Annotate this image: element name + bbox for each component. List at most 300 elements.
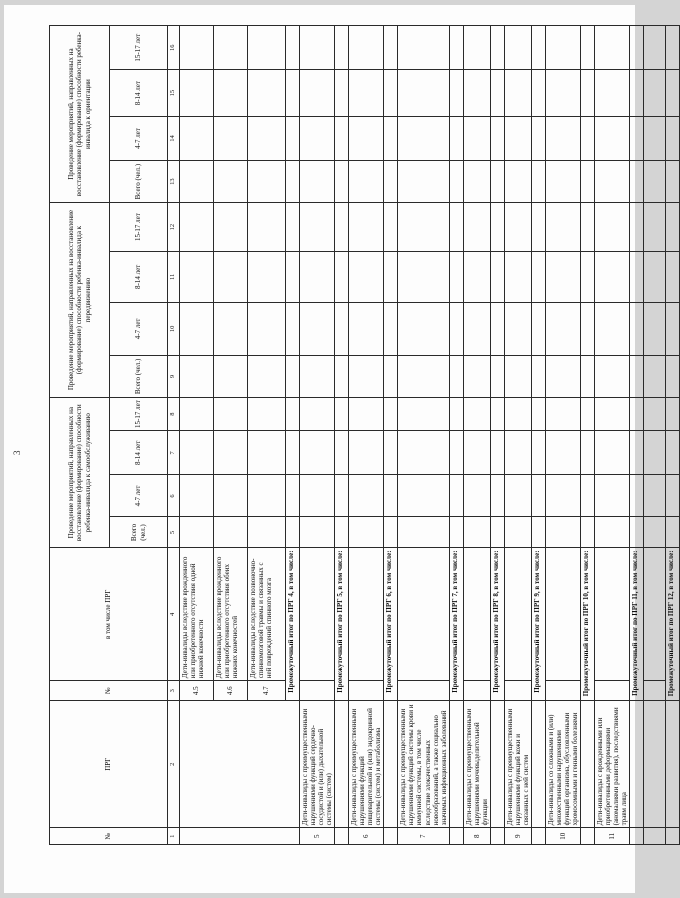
empty-cell: [490, 116, 504, 160]
empty-cell: [349, 251, 384, 302]
table-row: [545, 26, 580, 845]
empty-cell: [286, 116, 300, 160]
col-number: 14: [168, 116, 180, 160]
empty-cell: [463, 548, 490, 681]
subtotal-label: Промежуточный итог по ПРГ 6, в том числе:: [384, 548, 398, 701]
empty-cell: [398, 548, 449, 681]
empty-cell: [666, 397, 680, 430]
empty-cell: [504, 116, 531, 160]
empty-cell: [248, 70, 286, 116]
subtotal-label: Промежуточный итог по ПРГ 8, в том числе:: [490, 548, 504, 701]
empty-cell: [490, 517, 504, 548]
empty-cell: [630, 397, 644, 430]
empty-cell: [490, 251, 504, 302]
empty-cell: [595, 681, 630, 701]
empty-cell: [349, 302, 384, 355]
empty-cell: [666, 70, 680, 116]
col-number: 3: [168, 681, 180, 701]
empty-cell: [581, 203, 595, 252]
empty-cell: [398, 161, 449, 203]
header-group-orientation: Проведение мероприятий, направленных на восстановление (формирование) способности ребенка-инвалида к ориентации: [50, 26, 110, 203]
empty-cell: [595, 302, 630, 355]
empty-cell: [504, 681, 531, 701]
col-number: 10: [168, 302, 180, 355]
empty-cell: [504, 26, 531, 70]
empty-cell: [300, 431, 335, 475]
empty-cell: [248, 302, 286, 355]
header-age-4-7: 4-7 лет: [110, 475, 168, 517]
empty-cell: [595, 475, 630, 517]
empty-cell: [531, 70, 545, 116]
header-row-groups: [50, 26, 110, 845]
subtotal-row: [449, 26, 463, 845]
empty-cell: [666, 161, 680, 203]
empty-cell: [384, 355, 398, 397]
empty-cell: [248, 397, 286, 430]
empty-cell: [666, 828, 680, 845]
empty-cell: [384, 302, 398, 355]
empty-cell: [449, 355, 463, 397]
empty-cell: [581, 251, 595, 302]
empty-cell: [248, 116, 286, 160]
empty-cell: [180, 431, 214, 475]
empty-cell: [349, 355, 384, 397]
empty-cell: [504, 251, 531, 302]
header-prg: ПРГ: [50, 701, 168, 828]
empty-cell: [545, 26, 580, 70]
row-description: Дети-инвалиды с преимущественными нарушениями функций кожи и связанных с ней систем: [504, 701, 531, 828]
empty-cell: [490, 161, 504, 203]
empty-cell: [463, 26, 490, 70]
empty-cell: [300, 302, 335, 355]
empty-cell: [644, 397, 666, 430]
empty-cell: [644, 431, 666, 475]
empty-cell: [300, 251, 335, 302]
empty-cell: [335, 70, 349, 116]
table-row: [463, 26, 490, 845]
empty-cell: [349, 397, 384, 430]
empty-cell: [531, 517, 545, 548]
empty-cell: [504, 475, 531, 517]
empty-cell: [581, 161, 595, 203]
empty-cell: [490, 203, 504, 252]
empty-cell: [286, 302, 300, 355]
empty-cell: [349, 70, 384, 116]
empty-cell: [644, 475, 666, 517]
empty-cell: [349, 203, 384, 252]
empty-cell: [335, 517, 349, 548]
empty-cell: [248, 251, 286, 302]
empty-cell: [531, 203, 545, 252]
empty-cell: [384, 517, 398, 548]
empty-cell: [531, 355, 545, 397]
empty-cell: [398, 251, 449, 302]
empty-cell: [531, 701, 545, 828]
empty-cell: [595, 251, 630, 302]
empty-cell: [581, 116, 595, 160]
empty-cell: [630, 116, 644, 160]
subtotal-label: Промежуточный итог по ПРГ 9, в том числе:: [531, 548, 545, 701]
table-row: [644, 26, 666, 845]
empty-cell: [545, 397, 580, 430]
empty-cell: [180, 251, 214, 302]
empty-cell: [248, 475, 286, 517]
empty-cell: [531, 116, 545, 160]
empty-cell: [180, 517, 214, 548]
empty-cell: [449, 26, 463, 70]
empty-cell: [286, 355, 300, 397]
empty-cell: [630, 431, 644, 475]
empty-cell: [449, 251, 463, 302]
empty-cell: [300, 548, 335, 681]
row-number: 5: [300, 828, 335, 845]
header-n: №: [50, 828, 168, 845]
empty-cell: [180, 116, 214, 160]
empty-cell: [463, 397, 490, 430]
row-description: Дети-инвалиды вследствие врожденного или приобретенного отсутствия обеих нижних конечностей: [214, 548, 248, 681]
empty-cell: [300, 70, 335, 116]
empty-cell: [398, 397, 449, 430]
empty-cell: [463, 517, 490, 548]
empty-cell: [630, 701, 644, 828]
empty-cell: [644, 517, 666, 548]
empty-cell: [490, 355, 504, 397]
empty-cell: [248, 355, 286, 397]
empty-cell: [335, 475, 349, 517]
empty-cell: [581, 302, 595, 355]
subtotal-label: Промежуточный итог по ПРГ 4, в том числе:: [286, 548, 300, 701]
empty-cell: [449, 116, 463, 160]
empty-cell: [531, 251, 545, 302]
empty-cell: [630, 161, 644, 203]
table-row: [595, 26, 630, 845]
empty-cell: [248, 26, 286, 70]
empty-cell: [300, 161, 335, 203]
empty-cell: [463, 355, 490, 397]
empty-cell: [248, 431, 286, 475]
col-number: 6: [168, 475, 180, 517]
empty-cell: [644, 355, 666, 397]
empty-cell: [214, 203, 248, 252]
subtotal-row: [581, 26, 595, 845]
empty-cell: [463, 475, 490, 517]
empty-cell: [384, 70, 398, 116]
page-number: 3: [12, 450, 22, 455]
subtotal-label: Промежуточный итог по ПРГ 11, в том числе:: [630, 548, 644, 701]
empty-cell: [545, 475, 580, 517]
row-number: 4.7: [248, 681, 286, 701]
empty-cell: [630, 828, 644, 845]
empty-cell: [531, 26, 545, 70]
empty-cell: [504, 203, 531, 252]
col-number: 8: [168, 397, 180, 430]
empty-cell: [449, 475, 463, 517]
empty-cell: [595, 431, 630, 475]
col-number: 5: [168, 517, 180, 548]
empty-cell: [384, 828, 398, 845]
empty-cell: [581, 70, 595, 116]
empty-cell: [398, 203, 449, 252]
empty-cell: [666, 517, 680, 548]
empty-cell: [335, 116, 349, 160]
col-number: 9: [168, 355, 180, 397]
empty-cell: [286, 161, 300, 203]
header-age-8-14: 8-14 лет: [110, 70, 168, 116]
empty-cell: [300, 681, 335, 701]
empty-cell: [595, 70, 630, 116]
subtotal-row: [666, 26, 680, 845]
empty-cell: [180, 355, 214, 397]
empty-cell: [644, 548, 666, 681]
empty-cell: [644, 828, 666, 845]
table-row: [398, 26, 449, 845]
empty-cell: [214, 475, 248, 517]
empty-cell: [666, 302, 680, 355]
empty-cell: [248, 203, 286, 252]
row-number: 4.5: [180, 681, 214, 701]
empty-cell: [384, 431, 398, 475]
header-age-15-17: 15-17 лет: [110, 203, 168, 252]
header-age-8-14: 8-14 лет: [110, 431, 168, 475]
empty-cell: [335, 203, 349, 252]
empty-cell: [449, 302, 463, 355]
empty-cell: [398, 70, 449, 116]
empty-cell: [581, 431, 595, 475]
empty-cell: [490, 397, 504, 430]
empty-cell: [581, 26, 595, 70]
empty-cell: [531, 397, 545, 430]
header-age-15-17: 15-17 лет: [110, 397, 168, 430]
empty-cell: [286, 475, 300, 517]
column-number-row: [168, 26, 180, 845]
empty-cell: [490, 475, 504, 517]
empty-cell: [531, 431, 545, 475]
empty-cell: [630, 355, 644, 397]
empty-cell: [545, 203, 580, 252]
empty-cell: [300, 517, 335, 548]
table-row: [504, 26, 531, 845]
empty-cell: [300, 355, 335, 397]
header-age-8-14: 8-14 лет: [110, 251, 168, 302]
subtotal-row: [531, 26, 545, 845]
empty-cell: [630, 26, 644, 70]
empty-cell: [214, 355, 248, 397]
row-description: Дети-инвалиды с преимущественными нарушениями функций сердечно-сосудистой и (или) дыхательной системы (систем): [300, 701, 335, 828]
empty-cell: [214, 116, 248, 160]
empty-cell: [349, 517, 384, 548]
header-group-movement: Проведение мероприятий, направленных на восстановление (формирование) способности ребенка-инвалида к передвижению: [50, 203, 110, 398]
empty-cell: [384, 701, 398, 828]
header-desc: в том числе ПРГ: [50, 548, 168, 681]
header-age-4-7: 4-7 лет: [110, 116, 168, 160]
empty-cell: [398, 355, 449, 397]
empty-cell: [581, 397, 595, 430]
empty-cell: [666, 26, 680, 70]
cell: [180, 828, 300, 845]
empty-cell: [581, 828, 595, 845]
empty-cell: [463, 681, 490, 701]
empty-cell: [214, 397, 248, 430]
empty-cell: [449, 517, 463, 548]
empty-cell: [545, 431, 580, 475]
scanned-page: [4, 5, 676, 893]
empty-cell: [335, 701, 349, 828]
col-number: 16: [168, 26, 180, 70]
row-number: 6: [349, 828, 384, 845]
empty-cell: [398, 26, 449, 70]
empty-cell: [581, 355, 595, 397]
empty-cell: [490, 70, 504, 116]
empty-cell: [545, 517, 580, 548]
empty-cell: [666, 203, 680, 252]
empty-cell: [286, 26, 300, 70]
empty-cell: [214, 70, 248, 116]
empty-cell: [398, 475, 449, 517]
empty-cell: [300, 203, 335, 252]
col-number: 12: [168, 203, 180, 252]
empty-cell: [398, 517, 449, 548]
row-description: Дети-инвалиды с преимущественными нарушениями функций системы крови и иммунной системы, в том числе вследствие злокачественных новообразований, а также социально значимых инфекционных заболеваний: [398, 701, 449, 828]
empty-cell: [630, 302, 644, 355]
empty-cell: [286, 431, 300, 475]
subtotal-row: [384, 26, 398, 845]
subtotal-label: Промежуточный итог по ПРГ 10, в том числе:: [581, 548, 595, 701]
empty-cell: [335, 397, 349, 430]
empty-cell: [644, 26, 666, 70]
empty-cell: [463, 161, 490, 203]
empty-cell: [286, 251, 300, 302]
empty-cell: [490, 828, 504, 845]
empty-cell: [214, 26, 248, 70]
empty-cell: [644, 70, 666, 116]
empty-cell: [630, 517, 644, 548]
row-number: 7: [398, 828, 449, 845]
empty-cell: [463, 431, 490, 475]
row-number: 4.6: [214, 681, 248, 701]
subtotal-row: [630, 26, 644, 845]
empty-cell: [248, 517, 286, 548]
empty-cell: [581, 475, 595, 517]
empty-cell: [349, 431, 384, 475]
empty-cell: [384, 203, 398, 252]
empty-cell: [595, 161, 630, 203]
empty-cell: [630, 475, 644, 517]
row-description: Дети-инвалиды вследствие позвоночно-спинномозговой травмы и связанных с ней повреждений спинного мозга: [248, 548, 286, 681]
empty-cell: [180, 203, 214, 252]
empty-cell: [644, 681, 666, 701]
empty-cell: [214, 251, 248, 302]
empty-cell: [398, 302, 449, 355]
empty-cell: [335, 355, 349, 397]
subtotal-row: [335, 26, 349, 845]
empty-cell: [644, 302, 666, 355]
empty-cell: [449, 161, 463, 203]
empty-cell: [463, 302, 490, 355]
empty-cell: [666, 475, 680, 517]
subtotal-row: [490, 26, 504, 845]
empty-cell: [349, 475, 384, 517]
empty-cell: [595, 203, 630, 252]
empty-cell: [384, 251, 398, 302]
empty-cell: [630, 251, 644, 302]
empty-cell: [180, 70, 214, 116]
row-description: Дети-инвалиды вследствие врожденного или приобретенного отсутствия одной нижней конечности: [180, 548, 214, 681]
empty-cell: [644, 701, 666, 828]
empty-cell: [349, 548, 384, 681]
empty-cell: [545, 70, 580, 116]
empty-cell: [504, 548, 531, 681]
empty-cell: [666, 251, 680, 302]
empty-cell: [630, 70, 644, 116]
empty-cell: [398, 431, 449, 475]
header-age-4-7: 4-7 лет: [110, 302, 168, 355]
empty-cell: [545, 161, 580, 203]
col-number: 1: [168, 828, 180, 845]
empty-cell: [449, 828, 463, 845]
empty-cell: [180, 161, 214, 203]
header-group-self-care: Проведение мероприятий, направленных на восстановление (формирование) способности ребенка-инвалида к самообслуживанию: [50, 397, 110, 548]
empty-cell: [504, 431, 531, 475]
empty-cell: [300, 26, 335, 70]
empty-cell: [398, 681, 449, 701]
empty-cell: [248, 161, 286, 203]
empty-cell: [335, 302, 349, 355]
empty-cell: [449, 203, 463, 252]
empty-cell: [595, 116, 630, 160]
empty-cell: [463, 116, 490, 160]
empty-cell: [180, 397, 214, 430]
empty-cell: [531, 828, 545, 845]
col-number: 7: [168, 431, 180, 475]
empty-cell: [504, 397, 531, 430]
empty-cell: [335, 431, 349, 475]
empty-cell: [490, 302, 504, 355]
header-total: Всего (чел.): [110, 161, 168, 203]
empty-cell: [214, 161, 248, 203]
empty-cell: [214, 517, 248, 548]
header-age-15-17: 15-17 лет: [110, 26, 168, 70]
empty-cell: [335, 26, 349, 70]
empty-cell: [180, 26, 214, 70]
empty-cell: [504, 161, 531, 203]
empty-cell: [545, 355, 580, 397]
empty-cell: [595, 26, 630, 70]
table-row: [349, 26, 384, 845]
subtotal-label: Промежуточный итог по ПРГ 12, в том числе:: [666, 548, 680, 701]
empty-cell: [335, 828, 349, 845]
empty-cell: [644, 203, 666, 252]
row-number: 8: [463, 828, 490, 845]
empty-cell: [581, 517, 595, 548]
empty-cell: [490, 701, 504, 828]
empty-cell: [449, 70, 463, 116]
empty-cell: [449, 397, 463, 430]
empty-cell: [545, 302, 580, 355]
table-row: [300, 26, 335, 845]
empty-cell: [531, 161, 545, 203]
empty-cell: [666, 431, 680, 475]
empty-cell: [300, 475, 335, 517]
empty-cell: [545, 251, 580, 302]
empty-cell: [449, 701, 463, 828]
table-row: [180, 26, 214, 845]
empty-cell: [384, 116, 398, 160]
empty-cell: [581, 701, 595, 828]
empty-cell: [545, 548, 580, 681]
empty-cell: [384, 475, 398, 517]
empty-cell: [180, 302, 214, 355]
empty-cell: [545, 681, 580, 701]
